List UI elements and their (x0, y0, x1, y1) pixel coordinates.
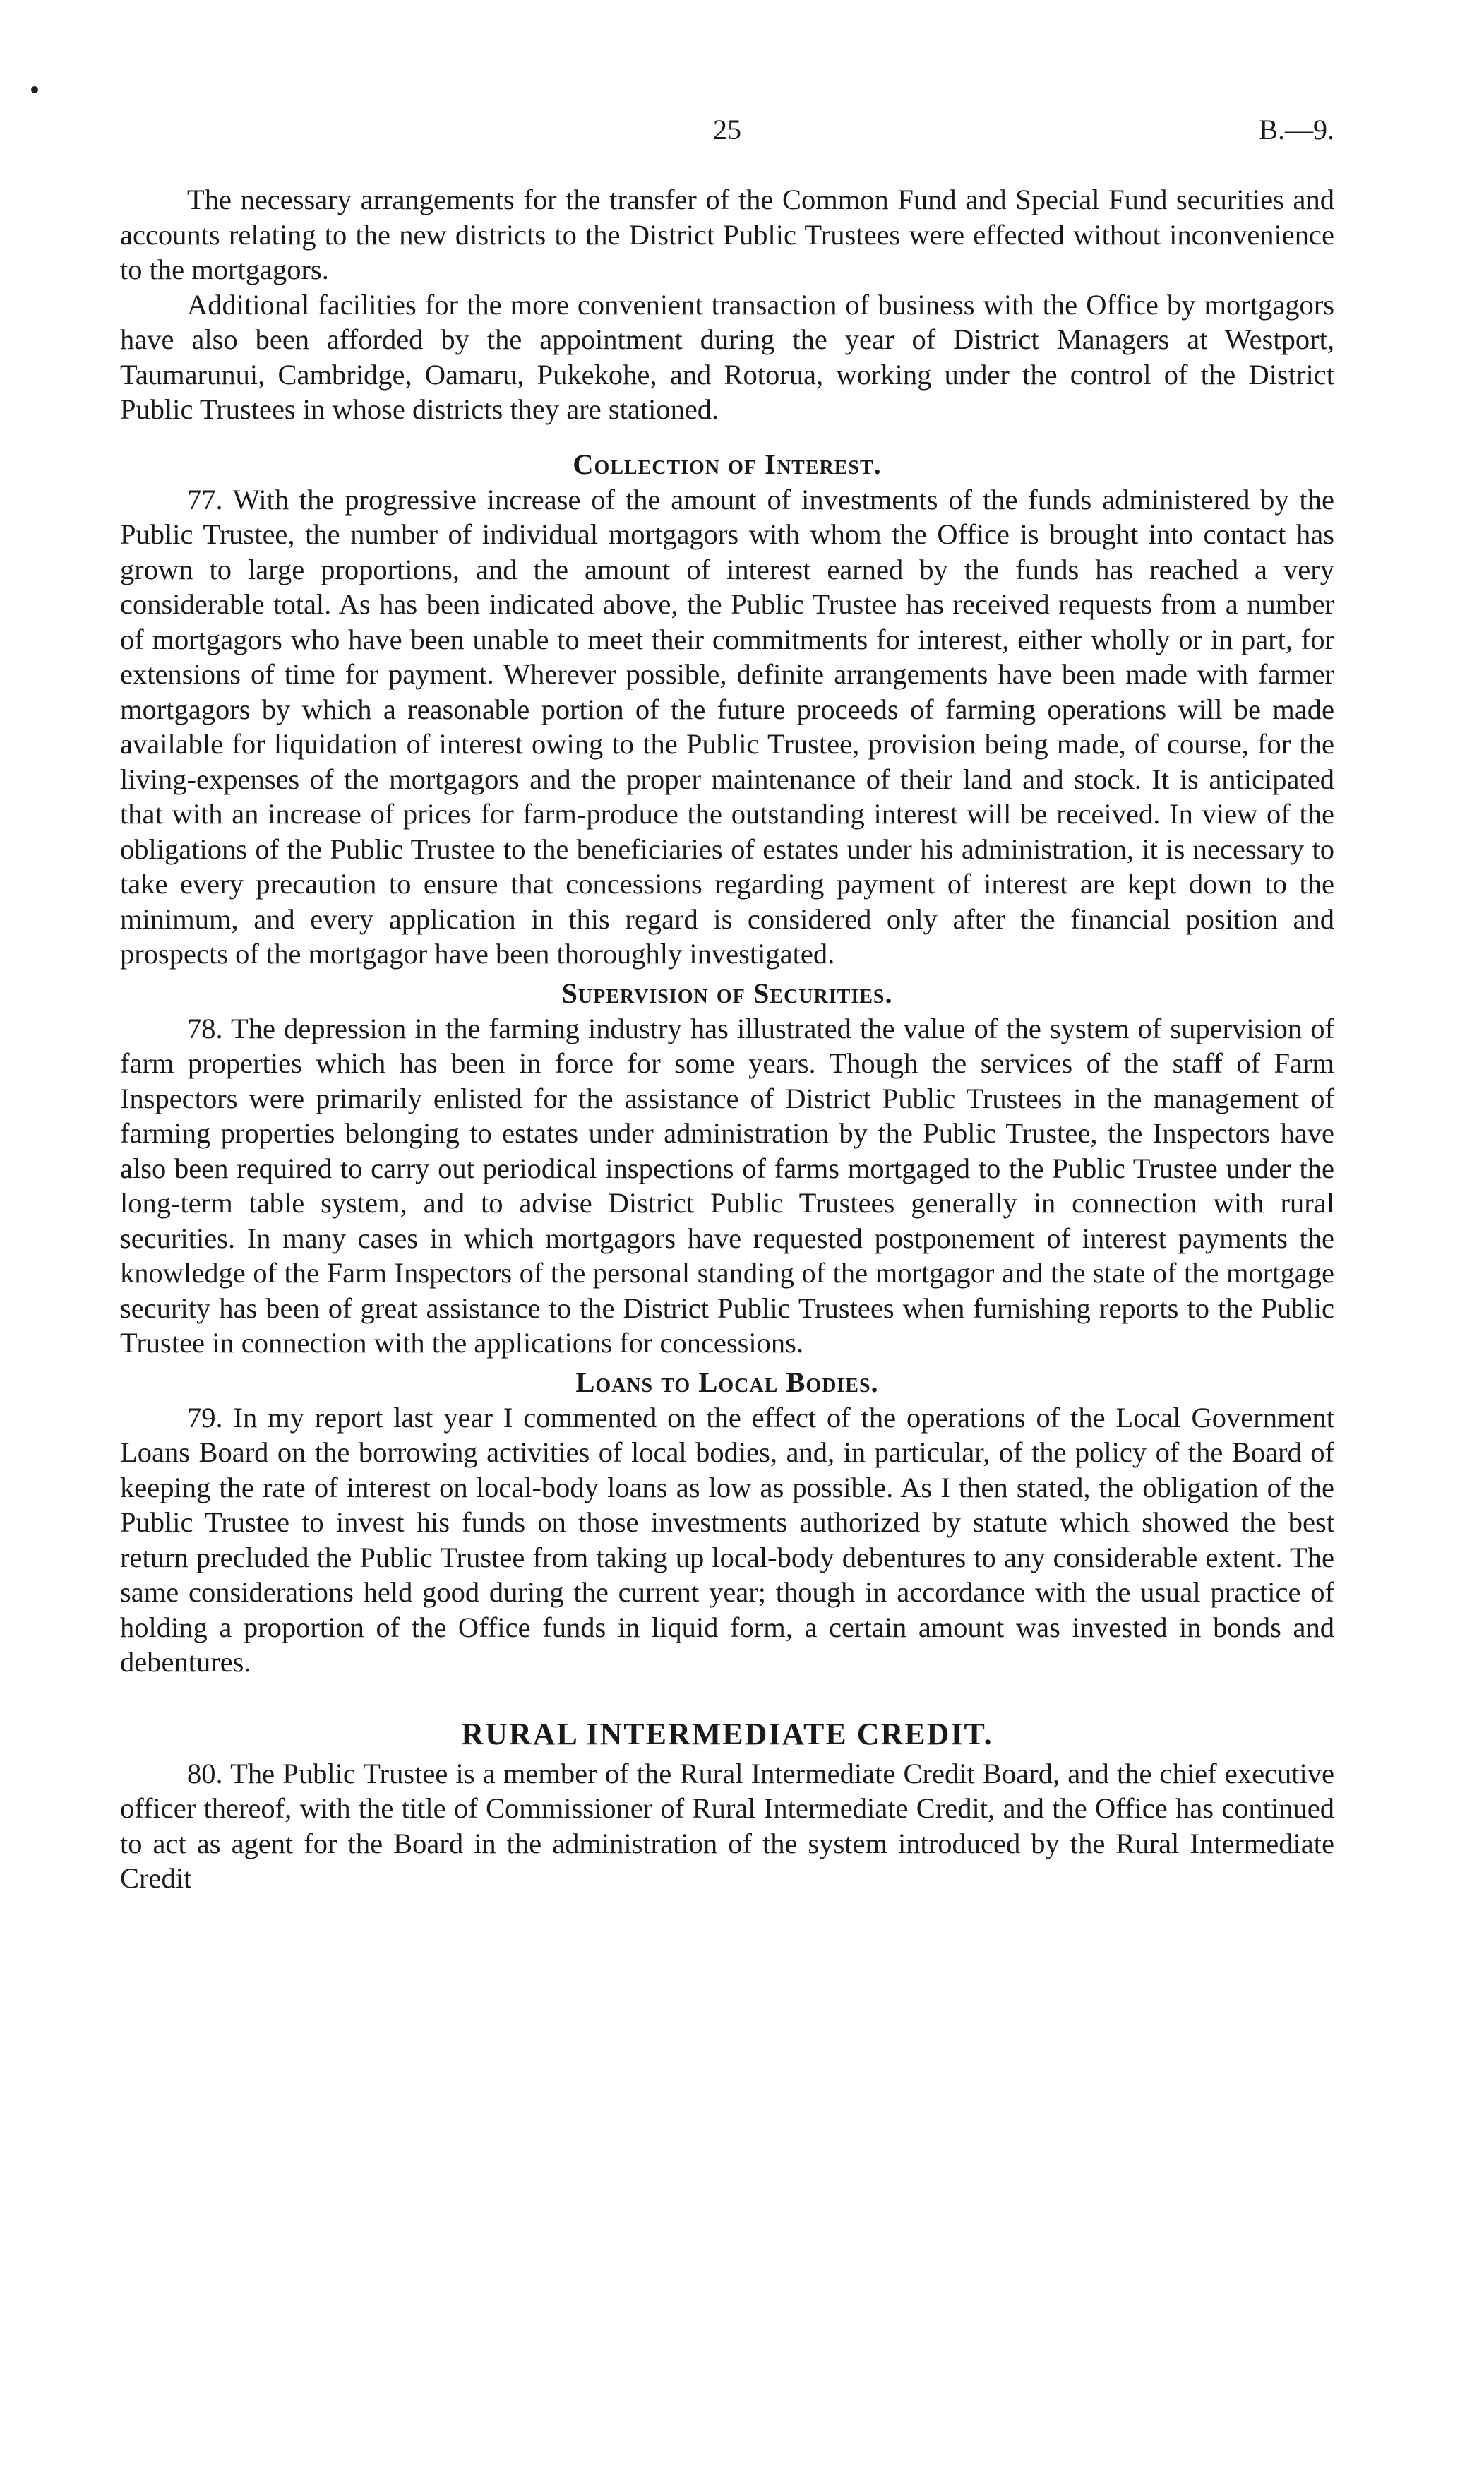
paragraph-77: 77. With the progressive increase of the amount of investments of the funds administered by the Public Trustee, the number of individual mortgagors with whom the Office is brought into contact has grown to large proportions, and the amount of interest earned by the funds has reached a very considerable total. As has been indicated above, the Public Trustee has received requests from a number of mortgagors who have been unable to meet their commitments for interest, either wholly or in part, for extensions of time for payment. Wherever possible, definite arrangements have been made with farmer mortgagors by which a reasonable portion of the future proceeds of farming operations will be made available for liquidation of interest owing to the Public Trustee, provision being made, of course, for the living-expenses of the mortgagors and the proper maintenance of their land and stock. It is anticipated that with an increase of prices for farm-produce the outstanding interest will be received. In view of the obligations of the Public Trustee to the beneficiaries of estates under his administration, it is necessary to take every precaution to ensure that concessions regarding payment of interest are kept down to the minimum, and every application in this regard is considered only after the financial position and prospects of the mortgagor have been thoroughly investigated. (120, 483, 1334, 970)
heading-rural-intermediate-credit: RURAL INTERMEDIATE CREDIT. (461, 1716, 993, 1751)
heading-supervision-of-securities: Supervision of Securities. (561, 977, 893, 1009)
paragraph-80: 80. The Public Trustee is a member of the Rural Intermediate Credit Board, and the chief executive officer thereof, with the title of Commissioner of Rural Intermediate Credit, and the Office has continued to act as agent for the Board in the administration of the system introduced by the Rural Intermediate Credit (120, 1757, 1334, 1894)
heading-collection-of-interest: Collection of Interest. (573, 448, 882, 480)
page-mark (31, 86, 38, 93)
paragraph-79: 79. In my report last year I commented on the effect of the operations of the Local Government Loans Board on the borrowing activities of local bodies, and, in particular, of the policy of the Board of keeping the rate of interest on local-body loans as low as possible. As I then stated, the obligation of the Public Trustee to invest his funds on those investments authorized by statute which showed the best return precluded the Public Trustee from taking up local-body debentures to any considerable extent. The same considerations held good during the current year; though in accordance with the usual practice of holding a proportion of the Office funds in liquid form, a certain amount was invested in bonds and debentures. (120, 1401, 1334, 1678)
paragraph-78: 78. The depression in the farming industry has illustrated the value of the system of supervision of farm properties which has been in force for some years. Though the services of the staff of Farm Inspectors were primarily enlisted for the assistance of District Public Trustees in the management of farming properties belonging to estates under administration by the Public Trustee, the Inspectors have also been required to carry out periodical inspections of farms mortgaged to the Public Trustee under the long-term table system, and to advise District Public Trustees generally in connection with rural securities. In many cases in which mortgagors have requested postponement of interest payments the knowledge of the Farm Inspectors of the personal standing of the mortgagor and the state of the mortgage security has been of great assistance to the District Public Trustees when furnishing reports to the Public Trustee in connection with the applications for concessions. (120, 1012, 1334, 1359)
heading-loans-to-local-bodies: Loans to Local Bodies. (575, 1366, 879, 1398)
paragraph-district-managers: Additional facilities for the more convenient transaction of business with the Office by mortgagors have also been afforded by the appointment during the year of District Managers at Westport, Taumarunui, Cambridge, Oamaru, Pukekohe, and Rotorua, working under the control of the District Public Trustees in whose districts they are stationed. (120, 288, 1334, 425)
document-reference: B.—9. (1259, 114, 1334, 145)
document-body (120, 182, 1334, 1896)
page-number: 25 (713, 114, 741, 145)
page-header (120, 113, 1334, 155)
paragraph-common-fund: The necessary arrangements for the transfer of the Common Fund and Special Fund securities and accounts relating to the new districts to the District Public Trustees were effected without inconvenience to the mortgagors. (120, 184, 1334, 285)
